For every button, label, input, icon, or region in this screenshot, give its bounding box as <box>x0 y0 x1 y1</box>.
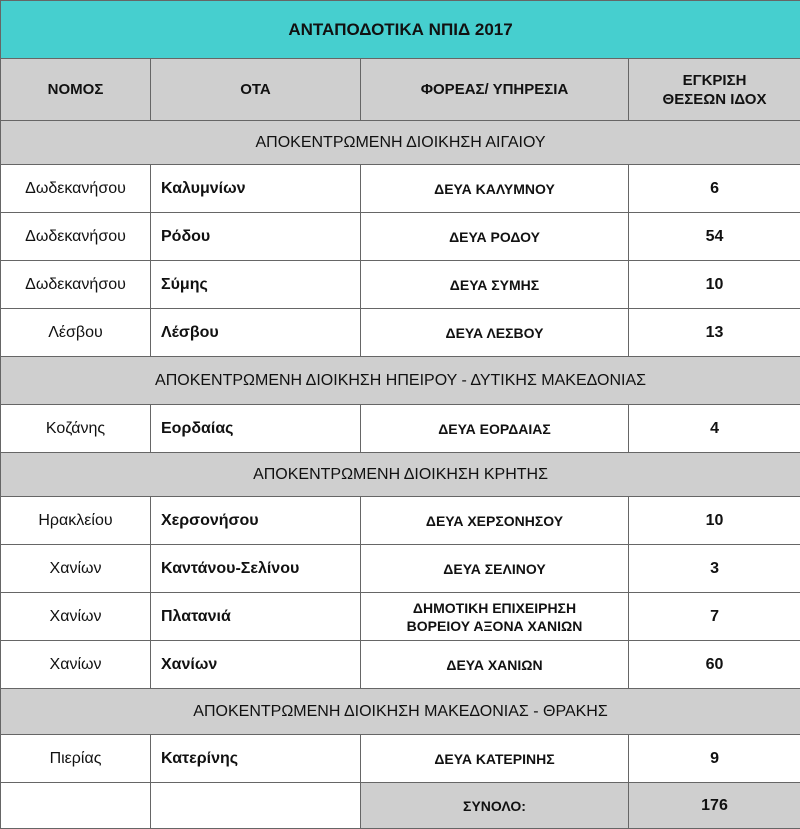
cell-theseis: 10 <box>629 497 800 545</box>
cell-theseis: 10 <box>629 261 800 309</box>
header-row <box>1 59 800 121</box>
cell-foreas-line2: ΒΟΡΕΙΟΥ ΑΞΟΝΑ ΧΑΝΙΩΝ <box>365 617 624 635</box>
cell-ota: Χανίων <box>151 641 361 689</box>
cell-ota: Σύμης <box>151 261 361 309</box>
header-foreas: ΦΟΡΕΑΣ/ ΥΠΗΡΕΣΙΑ <box>361 59 629 121</box>
cell-foreas: ΔΕΥΑ ΧΕΡΣΟΝΗΣΟΥ <box>361 497 629 545</box>
table-row <box>1 405 800 453</box>
total-row <box>1 783 800 829</box>
cell-nomos: Χανίων <box>1 593 151 641</box>
table-row <box>1 735 800 783</box>
cell-nomos: Κοζάνης <box>1 405 151 453</box>
table-row <box>1 165 800 213</box>
header-nomos: ΝΟΜΟΣ <box>1 59 151 121</box>
cell-theseis: 9 <box>629 735 800 783</box>
cell-foreas: ΔΕΥΑ ΣΕΛΙΝΟΥ <box>361 545 629 593</box>
table-row <box>1 545 800 593</box>
section-title: ΑΠΟΚΕΝΤΡΩΜΕΝΗ ΔΙΟΙΚΗΣΗ ΚΡΗΤΗΣ <box>1 453 800 497</box>
cell-foreas: ΔΕΥΑ ΚΑΤΕΡΙΝΗΣ <box>361 735 629 783</box>
cell-ota: Καντάνου-Σελίνου <box>151 545 361 593</box>
cell-foreas-line1: ΔΗΜΟΤΙΚΗ ΕΠΙΧΕΙΡΗΣΗ <box>365 599 624 617</box>
cell-theseis: 6 <box>629 165 800 213</box>
cell-theseis: 7 <box>629 593 800 641</box>
total-label: ΣΥΝΟΛΟ: <box>361 783 629 829</box>
title-row <box>1 1 800 59</box>
cell-nomos: Ηρακλείου <box>1 497 151 545</box>
total-value: 176 <box>629 783 800 829</box>
cell-nomos: Δωδεκανήσου <box>1 261 151 309</box>
cell-theseis: 4 <box>629 405 800 453</box>
table-row <box>1 261 800 309</box>
cell-foreas: ΔΕΥΑ ΚΑΛΥΜΝΟΥ <box>361 165 629 213</box>
section-title: ΑΠΟΚΕΝΤΡΩΜΕΝΗ ΔΙΟΙΚΗΣΗ ΜΑΚΕΔΟΝΙΑΣ - ΘΡΑΚΗΣ <box>1 689 800 735</box>
cell-foreas: ΔΕΥΑ ΡΟΔΟΥ <box>361 213 629 261</box>
section-row <box>1 453 800 497</box>
total-empty-cell <box>151 783 361 829</box>
cell-nomos: Δωδεκανήσου <box>1 165 151 213</box>
cell-ota: Πλατανιά <box>151 593 361 641</box>
cell-ota: Καλυμνίων <box>151 165 361 213</box>
cell-ota: Λέσβου <box>151 309 361 357</box>
cell-ota: Ρόδου <box>151 213 361 261</box>
header-egkrisi-line1: ΕΓΚΡΙΣΗ <box>633 71 796 90</box>
cell-nomos: Χανίων <box>1 641 151 689</box>
table-row <box>1 309 800 357</box>
section-row <box>1 357 800 405</box>
section-row <box>1 121 800 165</box>
section-title: ΑΠΟΚΕΝΤΡΩΜΕΝΗ ΔΙΟΙΚΗΣΗ ΑΙΓΑΙΟΥ <box>1 121 800 165</box>
cell-nomos: Πιερίας <box>1 735 151 783</box>
section-title: ΑΠΟΚΕΝΤΡΩΜΕΝΗ ΔΙΟΙΚΗΣΗ ΗΠΕΙΡΟΥ - ΔΥΤΙΚΗΣ ΜΑΚΕΔΟΝΙΑΣ <box>1 357 800 405</box>
header-egkrisi <box>629 59 800 121</box>
cell-ota: Εορδαίας <box>151 405 361 453</box>
cell-nomos: Λέσβου <box>1 309 151 357</box>
cell-theseis: 3 <box>629 545 800 593</box>
table-row <box>1 497 800 545</box>
table-row <box>1 641 800 689</box>
cell-theseis: 13 <box>629 309 800 357</box>
header-egkrisi-line2: ΘΕΣΕΩΝ ΙΔΟΧ <box>633 90 796 109</box>
cell-foreas: ΔΕΥΑ ΕΟΡΔΑΙΑΣ <box>361 405 629 453</box>
table-title: ΑΝΤΑΠΟΔΟΤΙΚΑ ΝΠΙΔ 2017 <box>1 1 800 59</box>
total-empty-cell <box>1 783 151 829</box>
table-row <box>1 213 800 261</box>
cell-theseis: 60 <box>629 641 800 689</box>
cell-ota: Χερσονήσου <box>151 497 361 545</box>
cell-foreas: ΔΕΥΑ ΛΕΣΒΟΥ <box>361 309 629 357</box>
cell-nomos: Χανίων <box>1 545 151 593</box>
cell-foreas: ΔΕΥΑ ΧΑΝΙΩΝ <box>361 641 629 689</box>
cell-theseis: 54 <box>629 213 800 261</box>
cell-ota: Κατερίνης <box>151 735 361 783</box>
cell-nomos: Δωδεκανήσου <box>1 213 151 261</box>
header-ota: ΟΤΑ <box>151 59 361 121</box>
section-row <box>1 689 800 735</box>
cell-foreas <box>361 593 629 641</box>
table-row <box>1 593 800 641</box>
cell-foreas: ΔΕΥΑ ΣΥΜΗΣ <box>361 261 629 309</box>
